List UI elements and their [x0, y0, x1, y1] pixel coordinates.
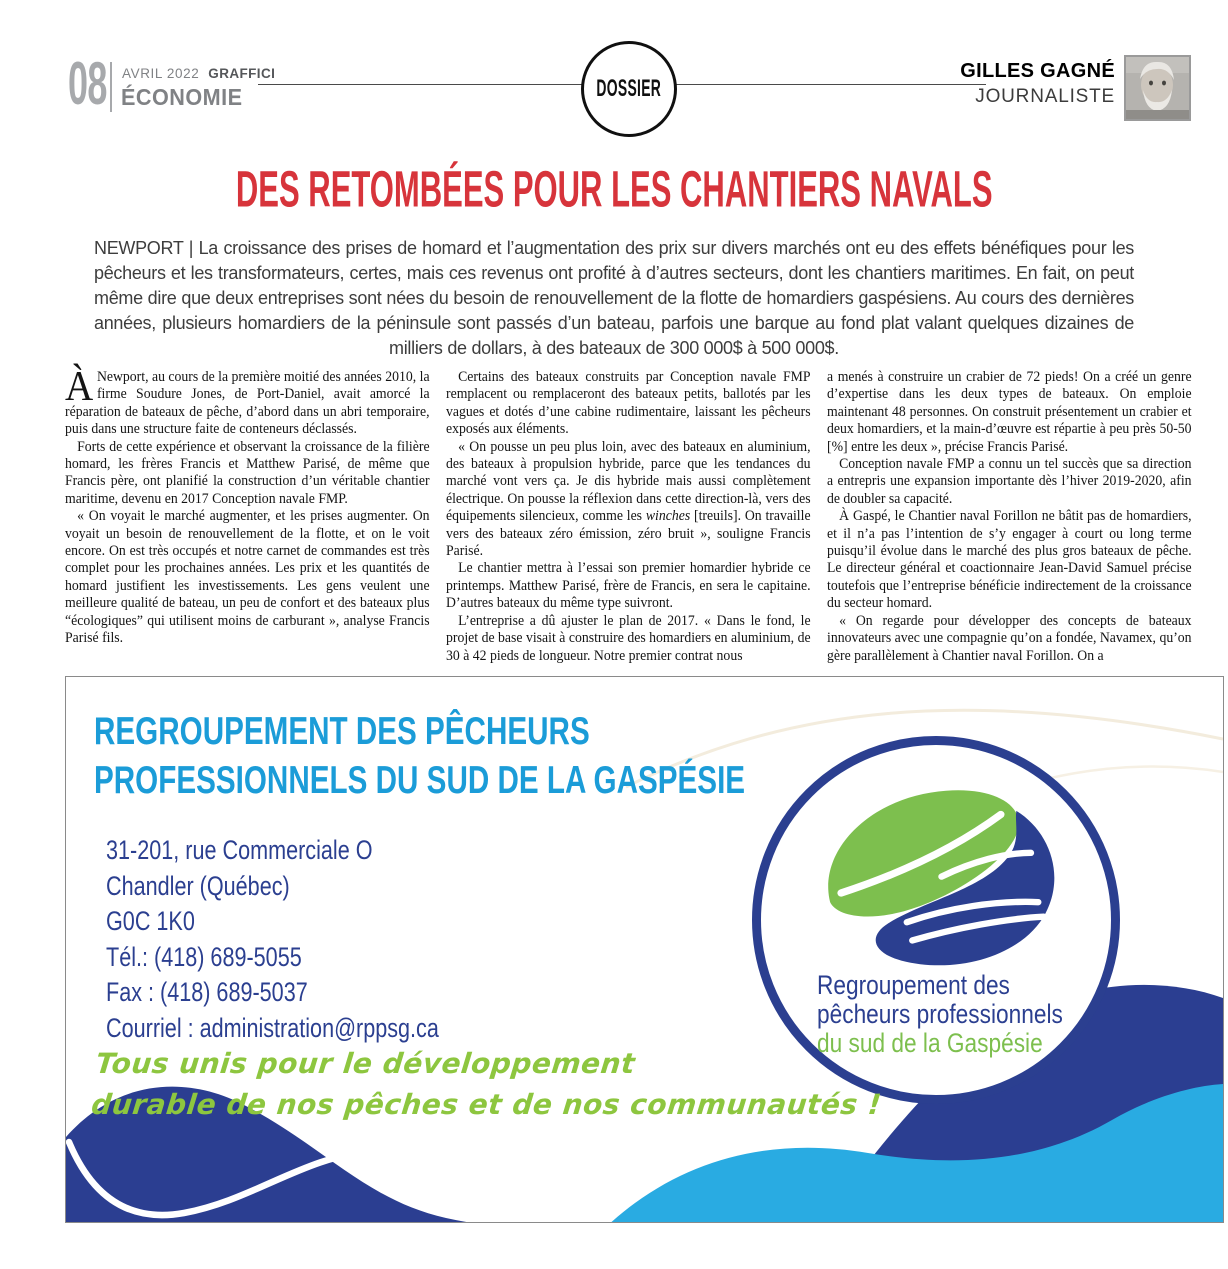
paragraph: Certains des bateaux construits par Conception navale FMP remplacent ou remplaceront des bateaux petits, ballotés par les vagues et dotés d’une cabine rudimentaire, laissant les pêcheurs exposés aux éléments.: [446, 369, 811, 438]
paragraph: Conception navale FMP a connu un tel succès que sa direction a entrepris une expansion importante dès l’hiver 2019-2020, afin de doubler sa capacité.: [827, 456, 1192, 507]
ad-title: [94, 707, 745, 805]
author-name: GILLES GAGNÉ: [960, 60, 1115, 82]
ad-title-line1: REGROUPEMENT DES PÊCHEURS: [94, 710, 590, 753]
section-label: ÉCONOMIE: [121, 84, 243, 110]
tagline-line2: durable de nos pêches et de nos communautés !: [89, 1088, 884, 1121]
rppsg-advertisement: [65, 676, 1224, 1223]
drop-cap: À: [65, 364, 94, 410]
body-column-3: [827, 369, 1192, 665]
paragraph: L’entreprise a dû ajuster le plan de 2017. « Dans le fond, le projet de base visait à construire des homardiers en aluminium, de 30 à 42 pieds de longueur. Notre premier contrat nous: [446, 612, 811, 664]
paragraph: À Newport, au cours de la première moitié des années 2010, la firme Soudure Jones, de Port-Daniel, avait amorcé la réparation de bateaux de pêche, d’abord dans un abri temporaire, puis dans une structure faite de conteneurs déclassés.: [65, 364, 430, 438]
publication-name: GRAFFICI: [208, 66, 276, 81]
italic-term: winches: [645, 508, 691, 525]
issue-date: AVRIL 2022: [122, 66, 200, 81]
logo-line3: du sud de la Gaspésie: [817, 1028, 1043, 1058]
body-column-1: [65, 364, 430, 648]
address-email: Courriel : administration@rppsg.ca: [106, 1012, 439, 1043]
page-number: 08: [68, 50, 107, 117]
leaf-and-hand-icon: [799, 767, 1084, 977]
header-divider-bar: [110, 62, 112, 112]
paragraph: « On voyait le marché augmenter, et les prises augmenter. On voyait un besoin de renouvellement de la flotte, et on le voit encore. On est très occupés et notre carnet de commandes est très complet pour les prochaines années. Les prix et les quantités de homard justifient les investissements. Les gens veulent une meilleure qualité de bateau, un peu de confort et des bateaux plus “écologiques” qui utilisent moins de carburant », analyse Francis Parisé fils.: [65, 508, 430, 647]
ad-title-line2: PROFESSIONNELS DU SUD DE LA GASPÉSIE: [94, 759, 746, 802]
dossier-stamp: [581, 41, 677, 137]
body-column-2: [446, 369, 811, 665]
article-lead: NEWPORT | La croissance des prises de homard et l’augmentation des prix sur divers marchés ont eu des effets bénéfiques pour les pêcheurs et les transformateurs, certes, mais ces revenus ont profité à d’autres secteurs, dont les chantiers maritimes. En fait, on peut même dire que deux entreprises sont nées du besoin de renouvellement de la flotte de homardiers gaspésiens. Au cours des dernières années, plusieurs homardiers de la péninsule sont passés d’un bateau, parfois une barque au fond plat valant quelques dizaines de milliers de dollars, à des bateaux de 300 000$ à 500 000$.: [94, 238, 1134, 358]
logo-line2: pêcheurs professionnels: [817, 999, 1063, 1029]
address-phone: Tél.: (418) 689-5055: [106, 941, 302, 972]
author-photo: [1124, 55, 1191, 121]
ad-tagline: [89, 1043, 887, 1125]
article-headline: DES RETOMBÉES POUR LES CHANTIERS NAVALS: [235, 160, 993, 218]
tagline-line1: Tous unis pour le développement: [94, 1047, 637, 1080]
paragraph: « On pousse un peu plus loin, avec des bateaux en aluminium, des bateaux à propulsion hybride, parce que les tendances du marché vont vers ça. Je dis hybride mais aussi complètement électrique. On pousse la réflexion dans cette direction-là, vers des équipements silencieux, comme les winches [treuils]. On travaille vers des bateaux zéro émission, zéro bruit », souligne Francis Parisé.: [446, 438, 811, 560]
dossier-label: DOSSIER: [596, 75, 662, 102]
address-city: Chandler (Québec): [106, 870, 290, 901]
paragraph: Forts de cette expérience et observant la croissance de la filière homard, les frères Francis et Matthew Parisé, de même que Francis père, ont planifié la construction d’un véritable chantier maritime, devenu en 2017 Conception navale FMP.: [65, 438, 430, 507]
paragraph: Le chantier mettra à l’essai son premier homardier hybride ce printemps. Matthew Parisé, frère de Francis, en sera le capitaine. D’autres bateaux du même type suivront.: [446, 560, 811, 612]
ad-address: [106, 833, 439, 1046]
author-role: JOURNALISTE: [975, 86, 1115, 107]
portrait-icon: [1126, 57, 1189, 119]
paragraph: a menés à construire un crabier de 72 pieds! On a créé un genre d’expertise dans les deux types de bateaux. On emploie maintenant 48 personnes. On construit présentement un crabier et deux homardiers, et la main-d’œuvre est répartie à peu près 50-50 [%] entre les deux », précise Francis Parisé.: [827, 369, 1192, 455]
paragraph: « On regarde pour développer des concepts de bateaux innovateurs avec une compagnie qu’on a fondée, Navamex, qu’on gère parallèlement à Chantier naval Forillon. On a: [827, 612, 1192, 664]
paragraph: À Gaspé, le Chantier naval Forillon ne bâtit pas de homardiers, et il n’a pas l’intention de s’y engager à court ou long terme puisqu’il évolue dans le marché des plus gros bateaux de pêche. Le directeur général et coactionnaire Jean-David Samuel précise toutefois que l’entreprise bénéficie indirectement de la croissance du secteur homard.: [827, 508, 1192, 612]
address-postal-code: G0C 1K0: [106, 906, 195, 936]
address-fax: Fax : (418) 689-5037: [106, 977, 308, 1007]
address-street: 31-201, rue Commerciale O: [106, 835, 373, 865]
logo-line1: Regroupement des: [817, 970, 1010, 1000]
issue-line: [122, 66, 275, 81]
